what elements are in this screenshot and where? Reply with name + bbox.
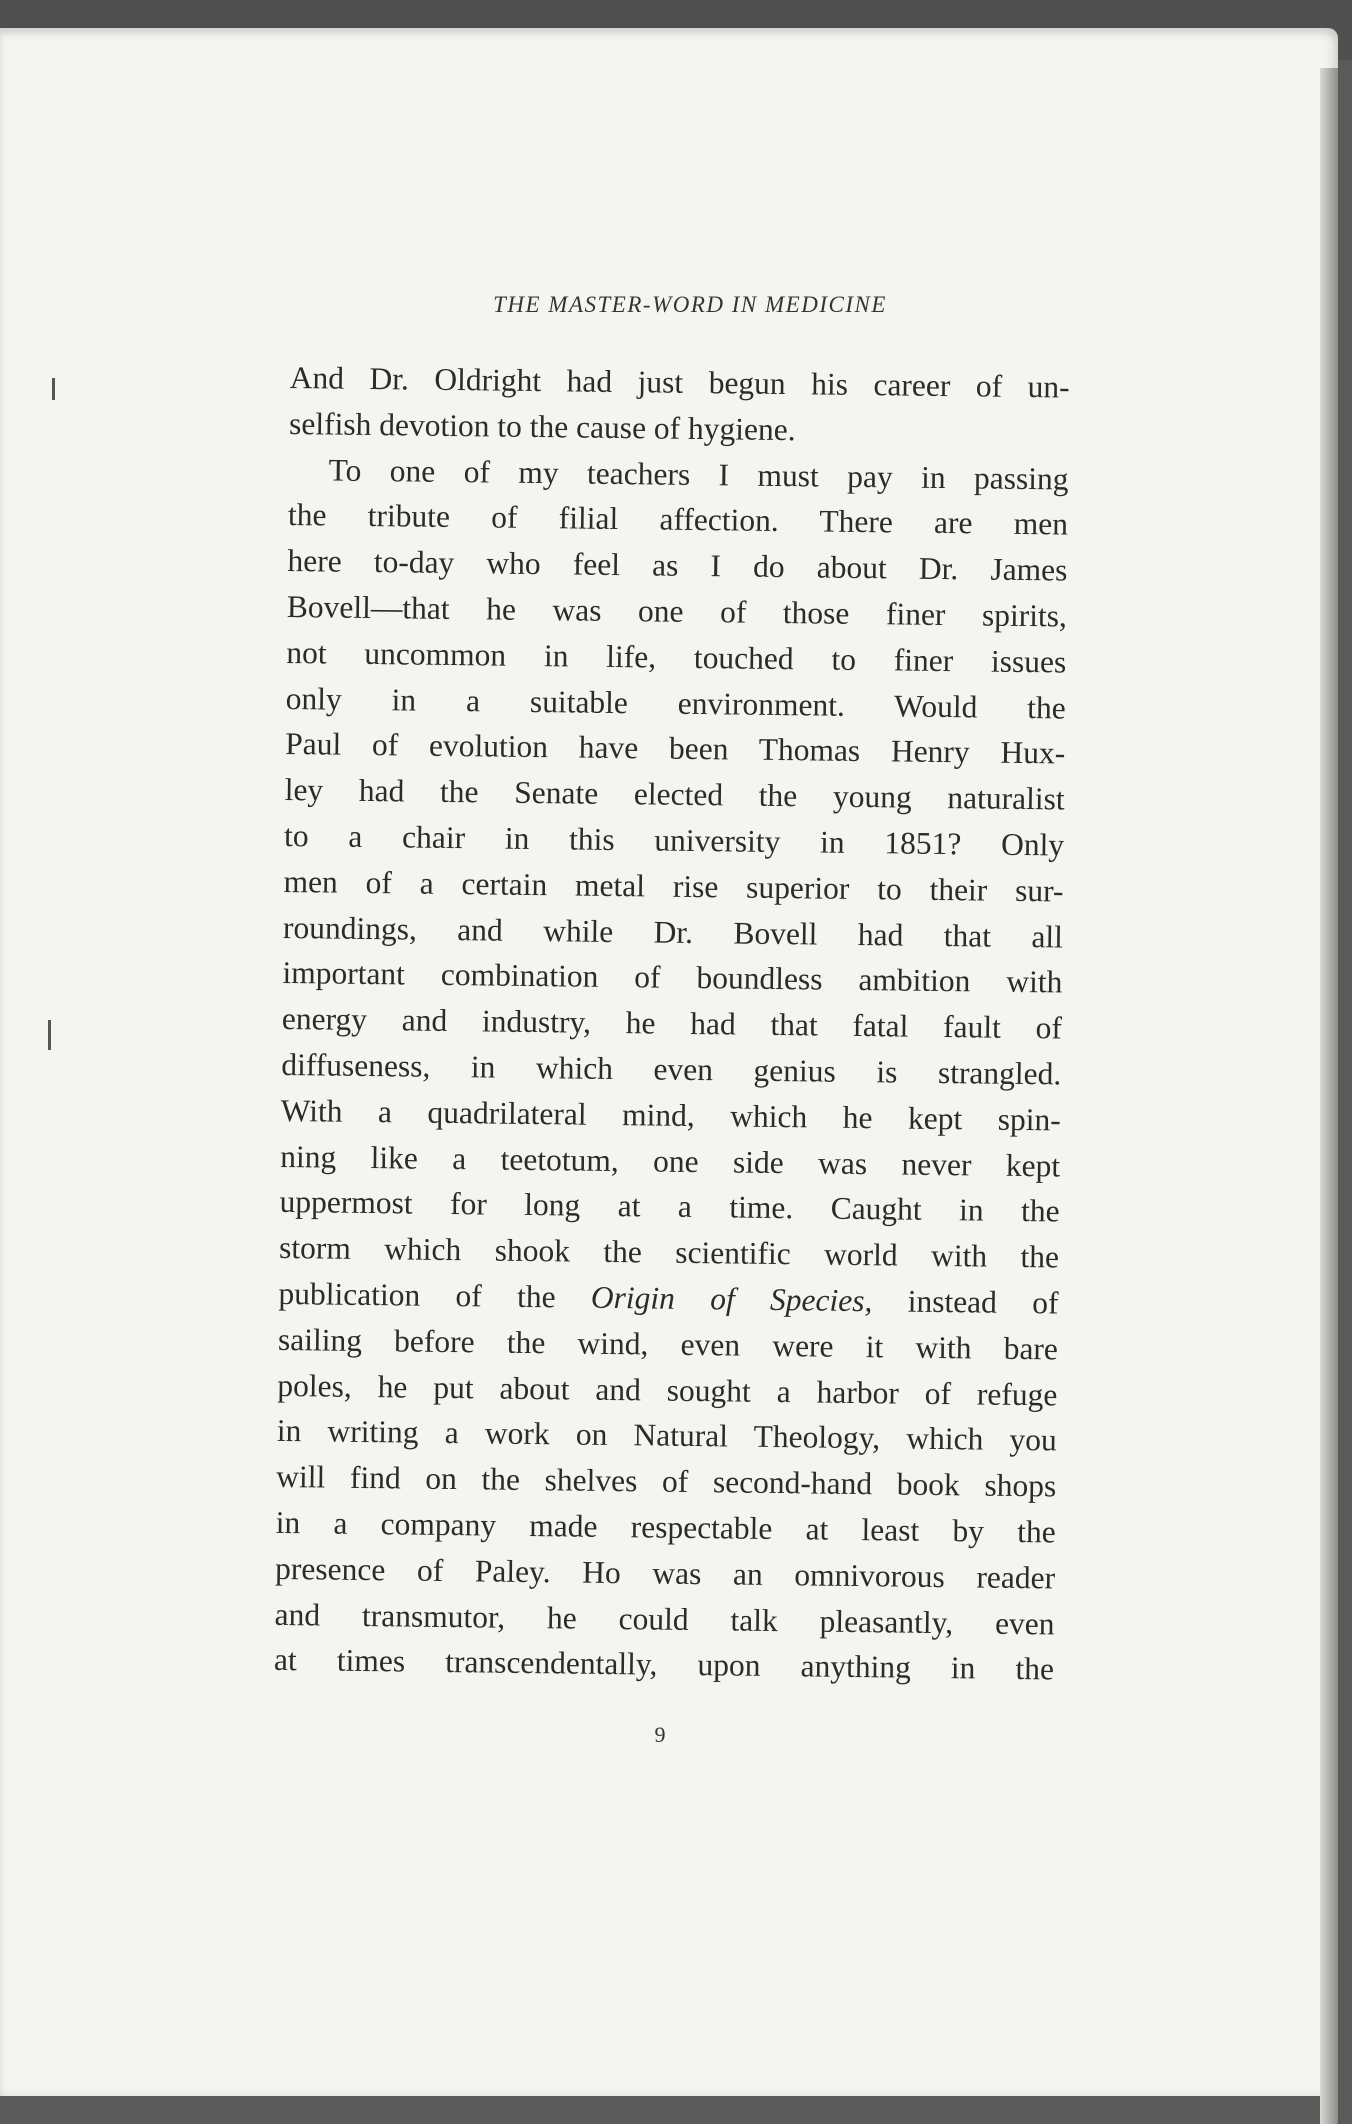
text-line: and transmutor, he could talk pleasantly, even	[274, 1596, 1055, 1641]
body-text	[274, 355, 1070, 1693]
text-line: selfish devotion to the cause of hygiene.	[288, 405, 796, 447]
text-line: presence of Paley. Ho was an omnivorous reader	[274, 1550, 1056, 1596]
text-line: uppermost for long at a time. Caught in the	[279, 1184, 1060, 1229]
text-line: ley had the Senate elected the young naturalist	[284, 772, 1065, 817]
margin-speck	[48, 1020, 51, 1050]
text-line: not uncommon in life, touched to finer issues	[286, 634, 1067, 680]
text-line: important combination of boundless ambition with	[282, 955, 1063, 1000]
text-line: here to-day who feel as I do about Dr. James	[287, 543, 1068, 588]
text-line: men of a certain metal rise superior to their sur-	[283, 863, 1064, 909]
text-line: storm which shook the scientific world with the	[278, 1230, 1060, 1275]
text-line: sailing before the wind, even were it with bare	[277, 1321, 1059, 1367]
text-line: And Dr. Oldright had just begun his career of un-	[289, 359, 1070, 405]
book-title: Origin of Species,	[590, 1279, 873, 1319]
text-line: ning like a teetotum, one side was never kept	[279, 1138, 1061, 1184]
text-line: diffuseness, in which even genius is strangled.	[281, 1046, 1062, 1092]
text-line: at times transcendentally, upon anything in the	[273, 1642, 1055, 1687]
text-line: roundings, and while Dr. Bovell had that all	[282, 909, 1064, 955]
text-line: With a quadrilateral mind, which he kept spin-	[280, 1092, 1061, 1138]
text-line: Bovell—that he was one of those finer spirits,	[286, 588, 1068, 634]
text-line: in a company made respectable at least by the	[275, 1504, 1056, 1550]
text-line: To one of my teachers I must pay in passing	[328, 452, 1069, 497]
text-line: Paul of evolution have been Thomas Henry Hux-	[285, 726, 1066, 771]
text-line: to a chair in this university in 1851? Only	[283, 817, 1065, 863]
text-line: poles, he put about and sought a harbor of refuge	[277, 1367, 1058, 1412]
text-line: in writing a work on Natural Theology, which you	[276, 1413, 1058, 1458]
text-line: the tribute of filial affection. There are men	[287, 497, 1069, 542]
text-line: energy and industry, he had that fatal fault of	[281, 1001, 1063, 1046]
page-number: 9	[654, 1722, 666, 1747]
text-line: will find on the shelves of second-hand book shops	[276, 1459, 1057, 1504]
text-line: only in a suitable environment. Would the	[285, 680, 1066, 726]
running-head: THE MASTER-WORD IN MEDICINE	[493, 292, 887, 317]
page-edge	[1320, 68, 1338, 2124]
text-segment: publication of the	[278, 1275, 592, 1315]
text-segment: instead of	[872, 1283, 1059, 1321]
margin-speck	[52, 378, 55, 400]
